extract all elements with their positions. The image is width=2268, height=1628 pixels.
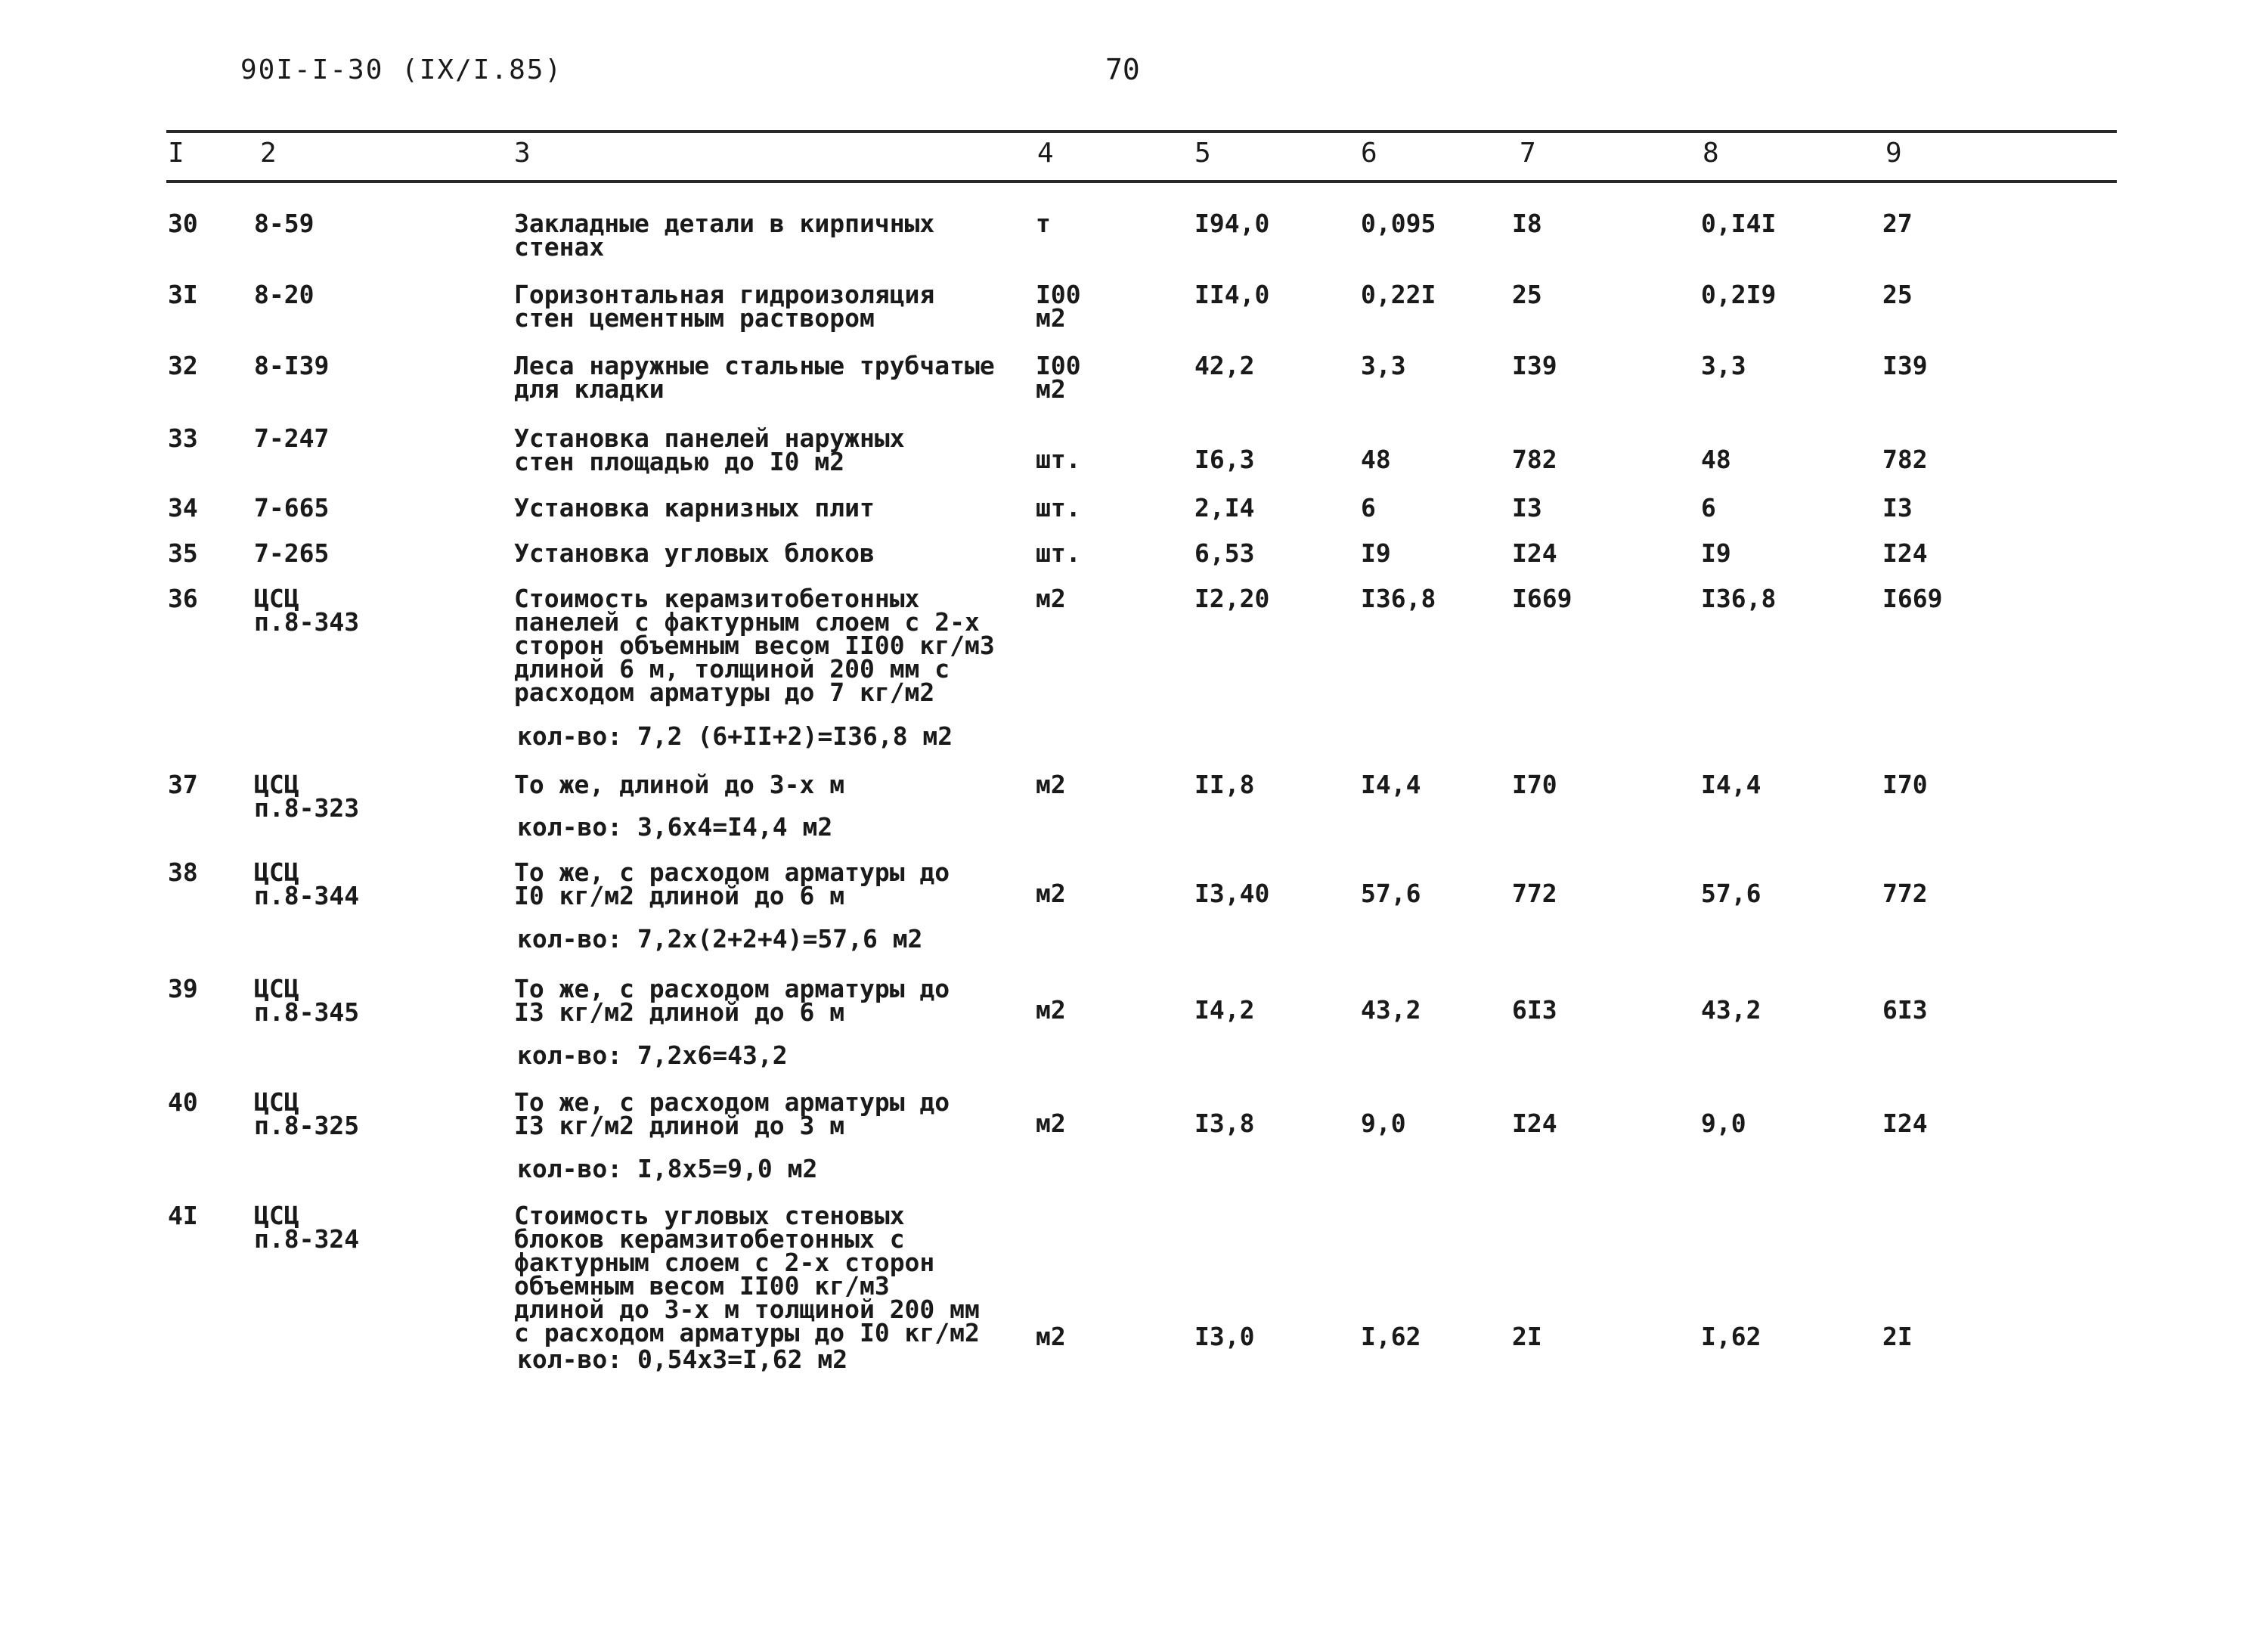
sum-2: I70 bbox=[1882, 770, 1928, 799]
sum-1: I669 bbox=[1512, 584, 1572, 613]
quantity-1: I4,4 bbox=[1361, 770, 1421, 799]
quantity-2: 48 bbox=[1701, 445, 1731, 474]
unit-price: I3,8 bbox=[1194, 1109, 1255, 1138]
quantity-note: кол-во: 0,54х3=I,62 м2 bbox=[517, 1344, 848, 1374]
quantity-1: 0,22I bbox=[1361, 280, 1436, 309]
quantity-2: 43,2 bbox=[1701, 995, 1761, 1025]
row-number: 30 bbox=[168, 209, 198, 238]
row-number: 35 bbox=[168, 538, 198, 568]
row-number: 34 bbox=[168, 493, 198, 523]
quantity-2: 0,2I9 bbox=[1701, 280, 1777, 309]
work-description: Установка карнизных плит bbox=[514, 493, 875, 523]
rate-code: ЦСЦ п.8-325 bbox=[254, 1087, 360, 1140]
quantity-2: 0,I4I bbox=[1701, 209, 1777, 238]
quantity-2: I4,4 bbox=[1701, 770, 1761, 799]
work-description: Стоимость угловых стеновых блоков керамзитобетонных с фактурным слоем с 2-х сторон объемным весом II00 кг/м3 длиной до 3-х м толщиной 200 мм с расходом арматуры до I0 кг/м2 bbox=[514, 1201, 980, 1347]
table-header-rule bbox=[166, 180, 2117, 183]
work-description: Леса наружные стальные трубчатые для кладки bbox=[514, 351, 995, 404]
work-description: Установка панелей наружных стен площадью до I0 м2 bbox=[514, 423, 905, 476]
sum-1: I3 bbox=[1512, 493, 1542, 523]
quantity-note: кол-во: I,8х5=9,0 м2 bbox=[517, 1154, 818, 1183]
quantity-2: I9 bbox=[1701, 538, 1731, 568]
column-header: 8 bbox=[1703, 138, 1719, 169]
quantity-2: 9,0 bbox=[1701, 1109, 1746, 1138]
quantity-1: 3,3 bbox=[1361, 351, 1406, 380]
unit-price: I94,0 bbox=[1194, 209, 1270, 238]
sum-2: 6I3 bbox=[1882, 995, 1928, 1025]
quantity-note: кол-во: 3,6х4=I4,4 м2 bbox=[517, 812, 833, 842]
unit-price: I6,3 bbox=[1194, 445, 1255, 474]
sum-1: I39 bbox=[1512, 351, 1557, 380]
document-code: 90I-I-30 (IX/I.85) bbox=[240, 54, 563, 85]
sum-2: I24 bbox=[1882, 538, 1928, 568]
unit: I00 м2 bbox=[1036, 351, 1081, 404]
sum-2: I669 bbox=[1882, 584, 1943, 613]
work-description: То же, с расходом арматуры до I0 кг/м2 длиной до 6 м bbox=[514, 857, 950, 910]
table-top-rule bbox=[166, 130, 2117, 133]
quantity-1: I9 bbox=[1361, 538, 1391, 568]
unit: м2 bbox=[1036, 1322, 1066, 1351]
row-number: 37 bbox=[168, 770, 198, 799]
sum-2: 2I bbox=[1882, 1322, 1913, 1351]
rate-code: ЦСЦ п.8-323 bbox=[254, 770, 360, 823]
unit-price: II,8 bbox=[1194, 770, 1255, 799]
unit: шт. bbox=[1036, 493, 1081, 523]
quantity-note: кол-во: 7,2 (6+II+2)=I36,8 м2 bbox=[517, 721, 953, 751]
work-description: Установка угловых блоков bbox=[514, 538, 875, 568]
sum-2: 25 bbox=[1882, 280, 1913, 309]
sum-2: I39 bbox=[1882, 351, 1928, 380]
sum-1: 25 bbox=[1512, 280, 1542, 309]
quantity-1: I36,8 bbox=[1361, 584, 1436, 613]
sum-1: I8 bbox=[1512, 209, 1542, 238]
sum-1: I24 bbox=[1512, 538, 1557, 568]
quantity-1: 48 bbox=[1361, 445, 1391, 474]
work-description: Закладные детали в кирпичных стенах bbox=[514, 209, 935, 262]
unit-price: I3,0 bbox=[1194, 1322, 1255, 1351]
unit-price: I3,40 bbox=[1194, 879, 1270, 908]
rate-code: 7-265 bbox=[254, 538, 330, 568]
quantity-note: кол-во: 7,2х6=43,2 bbox=[517, 1040, 788, 1070]
row-number: 40 bbox=[168, 1087, 198, 1117]
work-description: Горизонтальная гидроизоляция стен цементным раствором bbox=[514, 280, 935, 333]
rate-code: ЦСЦ п.8-343 bbox=[254, 584, 360, 637]
rate-code: 7-665 bbox=[254, 493, 330, 523]
quantity-2: 57,6 bbox=[1701, 879, 1761, 908]
unit-price: II4,0 bbox=[1194, 280, 1270, 309]
row-number: 38 bbox=[168, 857, 198, 887]
work-description: То же, с расходом арматуры до I3 кг/м2 длиной до 6 м bbox=[514, 974, 950, 1027]
unit-price: I4,2 bbox=[1194, 995, 1255, 1025]
quantity-1: I,62 bbox=[1361, 1322, 1421, 1351]
rate-code: ЦСЦ п.8-345 bbox=[254, 974, 360, 1027]
column-header: 7 bbox=[1520, 138, 1536, 169]
quantity-2: I36,8 bbox=[1701, 584, 1777, 613]
sum-1: I24 bbox=[1512, 1109, 1557, 1138]
sum-1: 772 bbox=[1512, 879, 1557, 908]
quantity-1: 9,0 bbox=[1361, 1109, 1406, 1138]
unit-price: I2,20 bbox=[1194, 584, 1270, 613]
unit: м2 bbox=[1036, 995, 1066, 1025]
row-number: 32 bbox=[168, 351, 198, 380]
unit: м2 bbox=[1036, 1109, 1066, 1138]
quantity-note: кол-во: 7,2х(2+2+4)=57,6 м2 bbox=[517, 924, 923, 954]
row-number: 36 bbox=[168, 584, 198, 613]
row-number: 3I bbox=[168, 280, 198, 309]
row-number: 33 bbox=[168, 423, 198, 453]
unit: м2 bbox=[1036, 584, 1066, 613]
unit: м2 bbox=[1036, 879, 1066, 908]
unit: т bbox=[1036, 209, 1051, 238]
work-description: То же, с расходом арматуры до I3 кг/м2 длиной до 3 м bbox=[514, 1087, 950, 1140]
unit: шт. bbox=[1036, 445, 1081, 474]
sum-2: 27 bbox=[1882, 209, 1913, 238]
sum-2: I24 bbox=[1882, 1109, 1928, 1138]
sum-1: 782 bbox=[1512, 445, 1557, 474]
column-header: 5 bbox=[1194, 138, 1211, 169]
quantity-1: 6 bbox=[1361, 493, 1376, 523]
column-header: 2 bbox=[260, 138, 277, 169]
sum-2: I3 bbox=[1882, 493, 1913, 523]
unit-price: 2,I4 bbox=[1194, 493, 1255, 523]
column-header: I bbox=[168, 138, 184, 169]
rate-code: ЦСЦ п.8-344 bbox=[254, 857, 360, 910]
quantity-2: I,62 bbox=[1701, 1322, 1761, 1351]
quantity-1: 0,095 bbox=[1361, 209, 1436, 238]
rate-code: 8-20 bbox=[254, 280, 314, 309]
sum-1: 2I bbox=[1512, 1322, 1542, 1351]
quantity-1: 43,2 bbox=[1361, 995, 1421, 1025]
quantity-2: 3,3 bbox=[1701, 351, 1746, 380]
unit: шт. bbox=[1036, 538, 1081, 568]
sum-2: 772 bbox=[1882, 879, 1928, 908]
rate-code: 8-59 bbox=[254, 209, 314, 238]
page-number: 70 bbox=[1105, 53, 1140, 86]
unit-price: 6,53 bbox=[1194, 538, 1255, 568]
column-header: 6 bbox=[1361, 138, 1377, 169]
column-header: 4 bbox=[1037, 138, 1054, 169]
quantity-2: 6 bbox=[1701, 493, 1716, 523]
unit: I00 м2 bbox=[1036, 280, 1081, 333]
work-description: То же, длиной до 3-х м bbox=[514, 770, 845, 799]
column-header: 9 bbox=[1885, 138, 1902, 169]
sum-1: I70 bbox=[1512, 770, 1557, 799]
sum-2: 782 bbox=[1882, 445, 1928, 474]
unit: м2 bbox=[1036, 770, 1066, 799]
rate-code: 7-247 bbox=[254, 423, 330, 453]
rate-code: 8-I39 bbox=[254, 351, 330, 380]
row-number: 39 bbox=[168, 974, 198, 1003]
column-header: 3 bbox=[514, 138, 531, 169]
unit-price: 42,2 bbox=[1194, 351, 1255, 380]
sum-1: 6I3 bbox=[1512, 995, 1557, 1025]
rate-code: ЦСЦ п.8-324 bbox=[254, 1201, 360, 1254]
quantity-1: 57,6 bbox=[1361, 879, 1421, 908]
row-number: 4I bbox=[168, 1201, 198, 1230]
work-description: Стоимость керамзитобетонных панелей с фактурным слоем с 2-х сторон объемным весом II00 кг/м3 длиной 6 м, толщиной 200 мм с расходом арматуры до 7 кг/м2 bbox=[514, 584, 995, 707]
